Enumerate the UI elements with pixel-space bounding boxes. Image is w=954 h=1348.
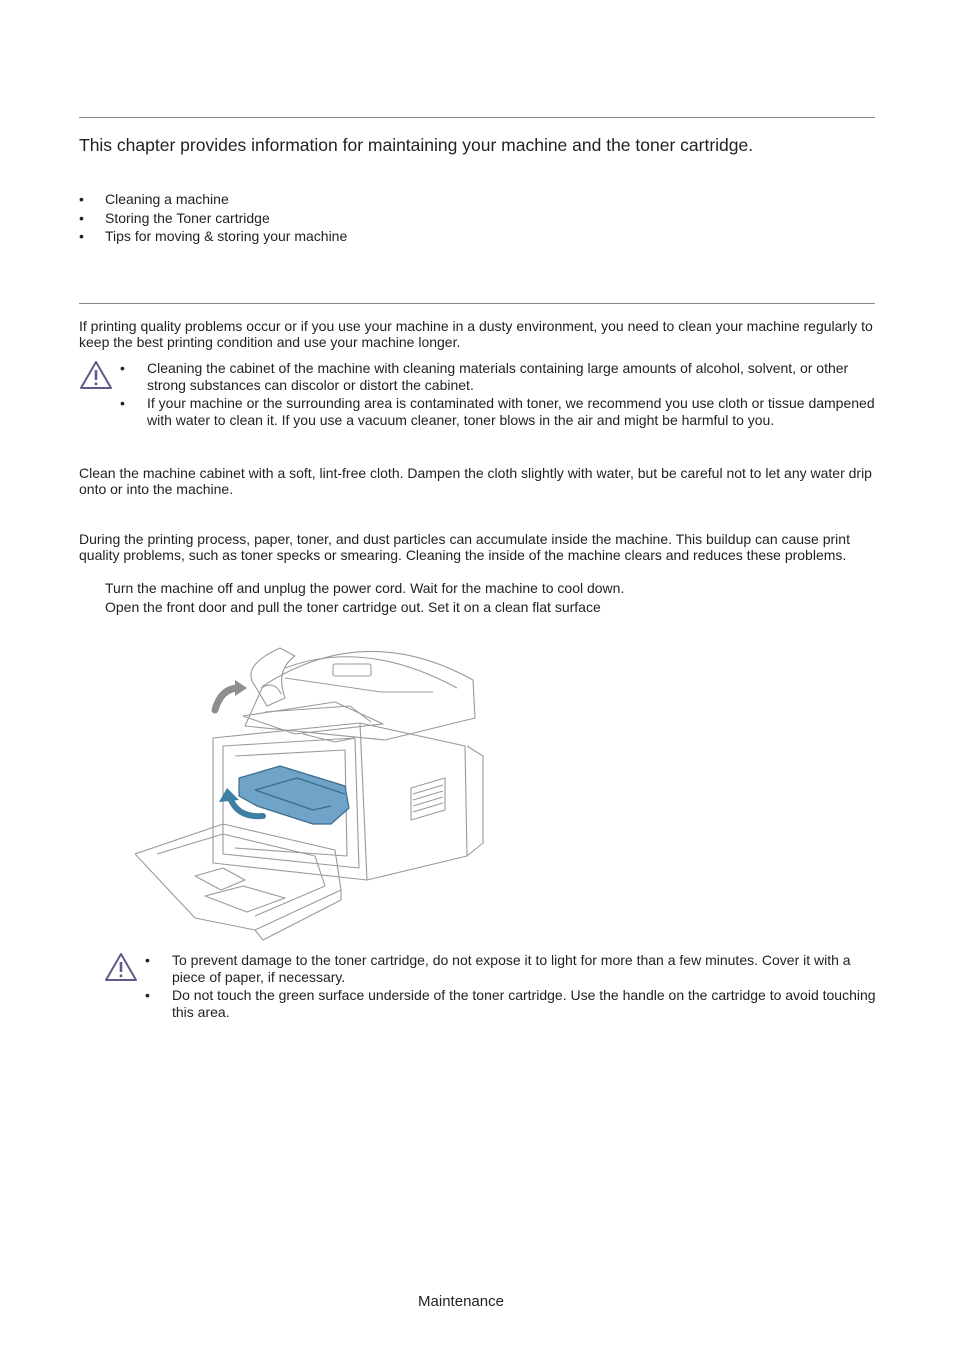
caution-item: • Cleaning the cabinet of the machine with cleaning materials containing large amounts of alcohol, solvent, or other strong substances can discolor or distort the cabinet. (120, 360, 880, 393)
caution-item: • Do not touch the green surface underside of the toner cartridge. Use the handle on the cartridge to avoid touching this area. (145, 987, 880, 1020)
cleaning-inside-text: During the printing process, paper, toner, and dust particles can accumulate inside the machine. This buildup can cause print quality problems, such as toner specks or smearing. Cleaning the inside of the machine clears and reduces these problems. (79, 531, 850, 563)
toc-item[interactable]: • Tips for moving & storing your machine (79, 227, 347, 246)
chapter-contents (79, 190, 347, 246)
step-1: Turn the machine off and unplug the power cord. Wait for the machine to cool down. (105, 580, 625, 596)
caution-icon (79, 360, 113, 390)
page-footer: Maintenance (418, 1293, 504, 1310)
cleaning-intro: If printing quality problems occur or if you use your machine in a dusty environment, you need to clean your machine regularly to keep the best printing condition and use your machine longer. (79, 318, 873, 350)
toner-removal-illustration (135, 628, 495, 944)
cleaning-outside-text: Clean the machine cabinet with a soft, lint-free cloth. Dampen the cloth slightly with water, but be careful not to let any water drip onto or into the machine. (79, 465, 872, 497)
toc-item[interactable]: • Storing the Toner cartridge (79, 209, 347, 228)
top-rule (79, 117, 875, 118)
chapter-intro: This chapter provides information for maintaining your machine and the toner cartridge. (79, 135, 754, 155)
section-rule (79, 303, 875, 304)
caution-icon (104, 952, 138, 982)
caution-item: • If your machine or the surrounding area is contaminated with toner, we recommend you use cloth or tissue dampened with water to clean it. If you use a vacuum cleaner, toner blows in the air and might be harmful to you. (120, 395, 880, 428)
step-2: Open the front door and pull the toner cartridge out. Set it on a clean flat surface (105, 599, 601, 615)
caution-item: • To prevent damage to the toner cartridge, do not expose it to light for more than a few minutes. Cover it with a piece of paper, if necessary. (145, 952, 880, 985)
toc-item[interactable]: • Cleaning a machine (79, 190, 347, 209)
